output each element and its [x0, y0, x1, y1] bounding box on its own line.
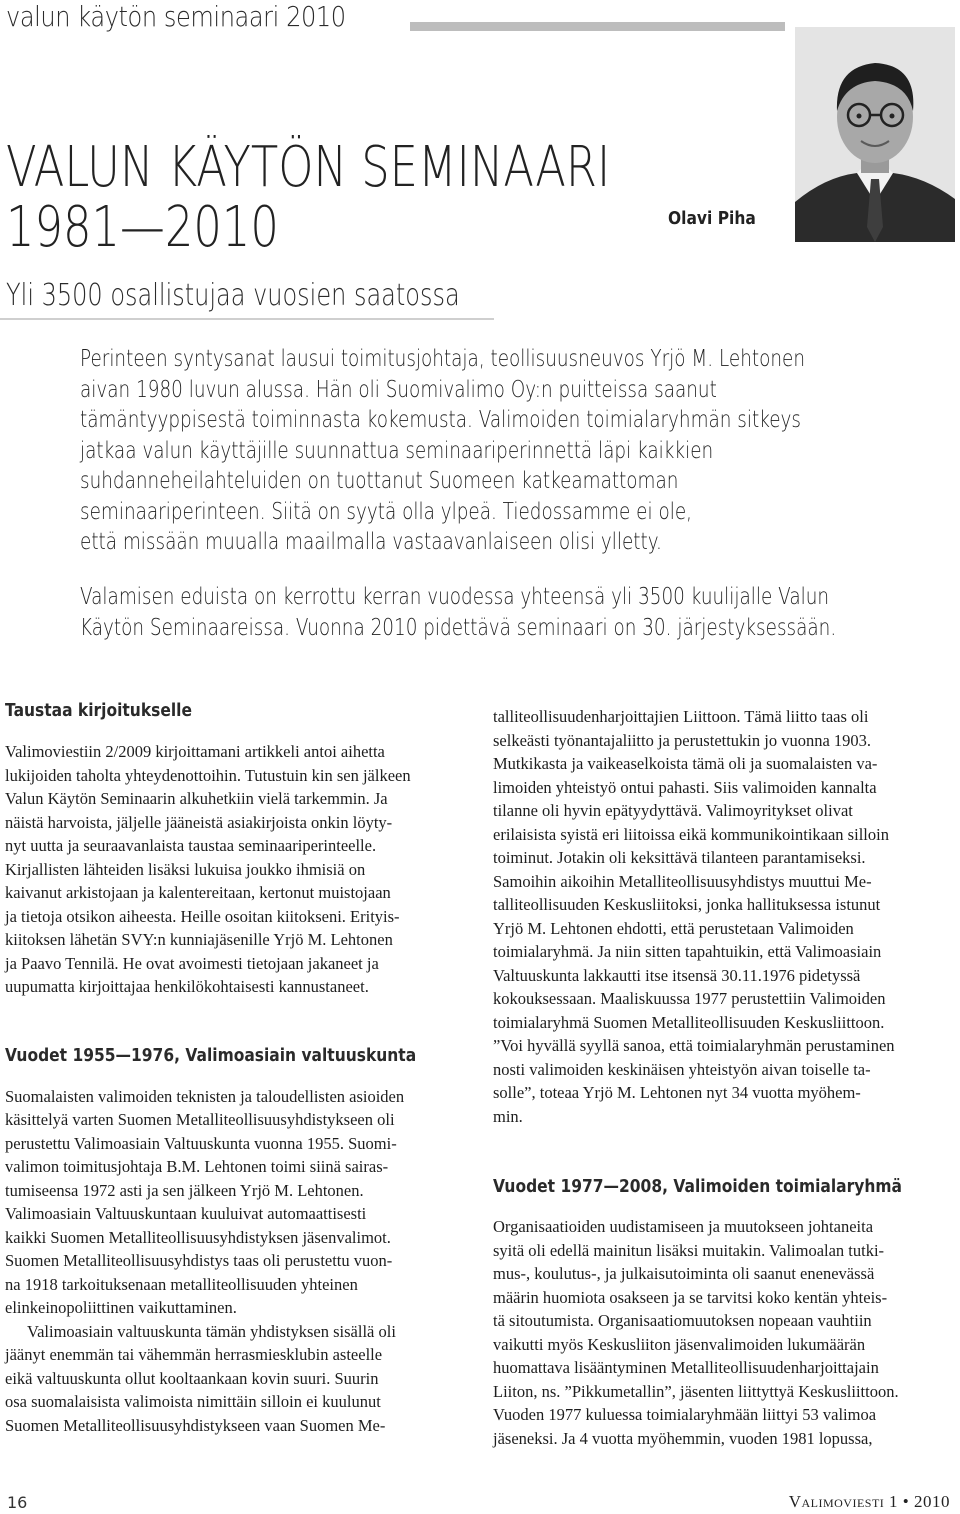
body-line: kokouksessaan. Maaliskuussa 1977 perustettiin Valimoiden [493, 989, 886, 1008]
body-line: osa suomalaisista valimoista nimittäin silloin ei kuulunut [5, 1392, 381, 1411]
body-line: limoiden yhteistyö ontui pahasti. Siis valimoiden kannalta [493, 777, 877, 797]
body-line: Valtuuskunta lakkautti itse itsensä 30.11.1976 pidetyssä [493, 965, 861, 985]
lead-line: tämäntyyppisestä toiminnasta kokemusta. Valimoiden toimialaryhmän sitkeys [80, 407, 802, 433]
body-line: Samoihin aikoihin Metalliteollisuusyhdistys muuttui Me- [493, 871, 872, 891]
section-body-1955-1976 [5, 1085, 471, 1438]
body-line: Vuoden 1977 kuluessa toimialaryhmään liittyi 53 valimoa [493, 1405, 877, 1424]
section-body-background [5, 740, 471, 999]
body-line: kaivanut arkistojaan ja kalentereitaan, kertonut muistojaan [5, 883, 391, 902]
body-line: min. [493, 1106, 523, 1126]
body-line: erilaisista syistä eri liitoissa eikä kommunikointikaan silloin [493, 824, 889, 844]
body-line: toiminut. Jotakin oli keksittävä tilanteen parantamiseksi. [493, 848, 866, 867]
body-line: na 1918 tarkoituksenaan metalliteollisuuden yhteinen [5, 1274, 358, 1294]
body-line: jäseneksi. Ja 4 vuotta myöhemmin, vuoden 1981 lopussa, [493, 1428, 873, 1448]
section-heading-1977-2008: Vuodet 1977—2008, Valimoiden toimialaryhmä [493, 1176, 902, 1197]
lead-line: suhdanneheilahteluiden on tuottanut Suomeen katkeamattoman [80, 468, 679, 494]
body-line: uupumatta kirjoittajaa henkilökohtaisesti kannustaneet. [5, 977, 369, 996]
lead-line: seminaariperinteen. Siitä on syytä olla ylpeä. Tiedossamme ei ole, [80, 498, 693, 525]
article-title-line2: 1981—2010 [6, 195, 279, 260]
lead-line: että missään muualla maailmalla vastaavanlaiseen olisi ylletty. [80, 529, 662, 555]
body-line: ja tietoja otsikon aiheesta. Heille osoitan kiitokseni. Erityis- [5, 906, 400, 926]
body-line: Organisaatioiden uudistamiseen ja muutokseen johtaneita [493, 1217, 874, 1236]
lead-line: Käytön Seminaareissa. Vuonna 2010 pidettävä seminaari on 30. järjestyksessään. [80, 614, 837, 641]
lead-paragraph-2 [80, 582, 880, 643]
body-line: Valimoasiain valtuuskunta tämän yhdistyksen sisällä oli [27, 1321, 396, 1341]
publication-footer: Valimoviesti 1 • 2010 [788, 1492, 950, 1511]
body-line: elinkeinopoliittinen vaikuttaminen. [5, 1298, 237, 1317]
header-rule [410, 22, 785, 31]
body-line: tilanne oli hyvin epätyydyttävä. Valimoyritykset olivat [493, 801, 853, 820]
body-line: mus-, koulutus-, ja julkaisutoiminta oli saanut enenevässä [493, 1264, 875, 1283]
body-line: vaikutti myös Keskusliiton jäsenvalimoiden lukumäärän [493, 1334, 866, 1354]
body-line: toimialaryhmä Suomen Metalliteollisuuden Keskusliittoon. [493, 1012, 885, 1032]
body-line: kaikki Suomen Metalliteollisuusyhdistyksen jäsenvalimot. [5, 1227, 391, 1247]
lead-paragraph-1 [80, 344, 880, 558]
body-line: ja Paavo Tennilä. He ovat avoimesti tietojaan jakaneet ja [5, 953, 379, 973]
body-line: selkeästi työnantajaliitto ja perustettukin jo vuonna 1903. [493, 730, 872, 750]
body-line: nyt uutta ja seuraavanlaista taustaa seminaariperinteelle. [5, 836, 377, 855]
body-line: Yrjö M. Lehtonen ehdotti, että perustetaan Valimoiden [493, 918, 854, 938]
article-subtitle: Yli 3500 osallistujaa vuosien saatossa [6, 278, 460, 313]
body-line: Liiton, ns. ”Pikkumetallin”, jäsenten liittyttyä Keskusliittoon. [493, 1381, 899, 1401]
body-line: solle”, toteaa Yrjö M. Lehtonen nyt 34 vuotta myöhem- [493, 1083, 861, 1102]
lead-line: aivan 1980 luvun alussa. Hän oli Suomivalimo Oy:n puitteissa saanut [80, 376, 717, 403]
body-line: Mutkikasta ja vaikeaselkoista tämä oli ja suomalaisten va- [493, 754, 878, 773]
body-line: ”Voi hyvällä syyllä sanoa, että toimialaryhmän perustaminen [493, 1036, 895, 1055]
subtitle-rule [0, 318, 494, 320]
author-name: Olavi Piha [668, 208, 756, 229]
body-line: jäänyt enemmän tai vähemmän herrasmiesklubin asteelle [5, 1345, 383, 1364]
body-line: käsittelyä varten Suomen Metalliteollisuusyhdistykseen oli [5, 1110, 395, 1129]
body-line: huomattava lisääntyminen Metalliteollisuudenharjoittajain [493, 1358, 879, 1377]
section-heading-background: Taustaa kirjoitukselle [5, 700, 192, 721]
right-column [493, 705, 959, 1450]
body-line: Kirjallisten lähteiden lisäksi lukuisa joukko ihmisiä on [5, 859, 366, 879]
body-line: tumiseensa 1972 asti ja sen jälkeen Yrjö M. Lehtonen. [5, 1180, 364, 1200]
body-line: määrin huomiota osakseen ja se tarvitsi koko kentän yhteis- [493, 1287, 888, 1307]
body-line: Suomen Metalliteollisuusyhdistykseen vaan Suomen Me- [5, 1415, 386, 1435]
body-line: Suomalaisten valimoiden teknisten ja taloudellisten asioiden [5, 1086, 405, 1106]
running-header: valun käytön seminaari 2010 [6, 0, 346, 33]
body-line: toimialaryhmä. Ja niin sitten tapahtuikin, että Valimoasiain [493, 942, 882, 961]
lead-line: Valamisen eduista on kerrottu kerran vuodessa yhteensä yli 3500 kuulijalle Valun [80, 584, 830, 610]
section-body-1977-2008 [493, 1215, 959, 1450]
body-line: lukijoiden taholta yhteydenottoihin. Tutustuin kin sen jälkeen [5, 765, 411, 785]
body-line: Suomen Metalliteollisuusyhdistys taas oli perustettu vuon- [5, 1251, 393, 1270]
body-line: eikä valtuuskunta ollut kooltaankaan kovin suuri. Suurin [5, 1368, 379, 1388]
body-line: Valimoasiain Valtuuskuntaan kuuluivat automaattisesti [5, 1204, 367, 1223]
body-line: Valun Käytön Seminaarin alkuhetkiin vielä tarkemmin. Ja [5, 789, 388, 808]
portrait-photo-icon [795, 27, 955, 242]
article-title-line1: VALUN KÄYTÖN SEMINAARI [6, 135, 611, 200]
body-line: tä sitoutumista. Organisaatiomuutoksen nopeaan vauhtiin [493, 1311, 872, 1330]
body-line: talliteollisuuden Keskusliitoksi, jonka hallituksessa istunut [493, 895, 881, 914]
body-line: kiitoksen lähetän SVY:n kunniajäsenille Yrjö M. Lehtonen [5, 930, 393, 949]
body-line: perustettu Valimoasiain Valtuuskunta vuonna 1955. Suomi- [5, 1133, 397, 1153]
body-line: talliteollisuudenharjoittajien Liittoon. Tämä liitto taas oli [493, 707, 869, 726]
body-line: Valimoviestiin 2/2009 kirjoittamani artikkeli antoi aihetta [5, 742, 385, 761]
lead-line: jatkaa valun käyttäjille suunnattua seminaariperinnettä läpi kaikkien [80, 437, 714, 464]
article-title [6, 135, 611, 260]
section-body-continued [493, 705, 959, 1128]
left-column [5, 700, 471, 1437]
author-portrait [795, 27, 955, 242]
section-heading-1955-1976: Vuodet 1955—1976, Valimoasiain valtuuskunta [5, 1044, 417, 1066]
body-line: näistä harvoista, jäljelle jääneistä asiakirjoista onkin löyty- [5, 812, 393, 832]
body-line: syitä oli edellä mainitun lisäksi muitakin. Valimoalan tutki- [493, 1240, 885, 1260]
lead-line: Perinteen syntysanat lausui toimitusjohtaja, teollisuusneuvos Yrjö M. Lehtonen [80, 346, 805, 372]
body-line: nosti valimoiden keskinäisen yhteistyön aivan toiselle ta- [493, 1059, 871, 1079]
body-line: valimon toimitusjohtaja B.M. Lehtonen toimi siinä sairas- [5, 1157, 389, 1176]
page-number: 16 [7, 1493, 28, 1512]
